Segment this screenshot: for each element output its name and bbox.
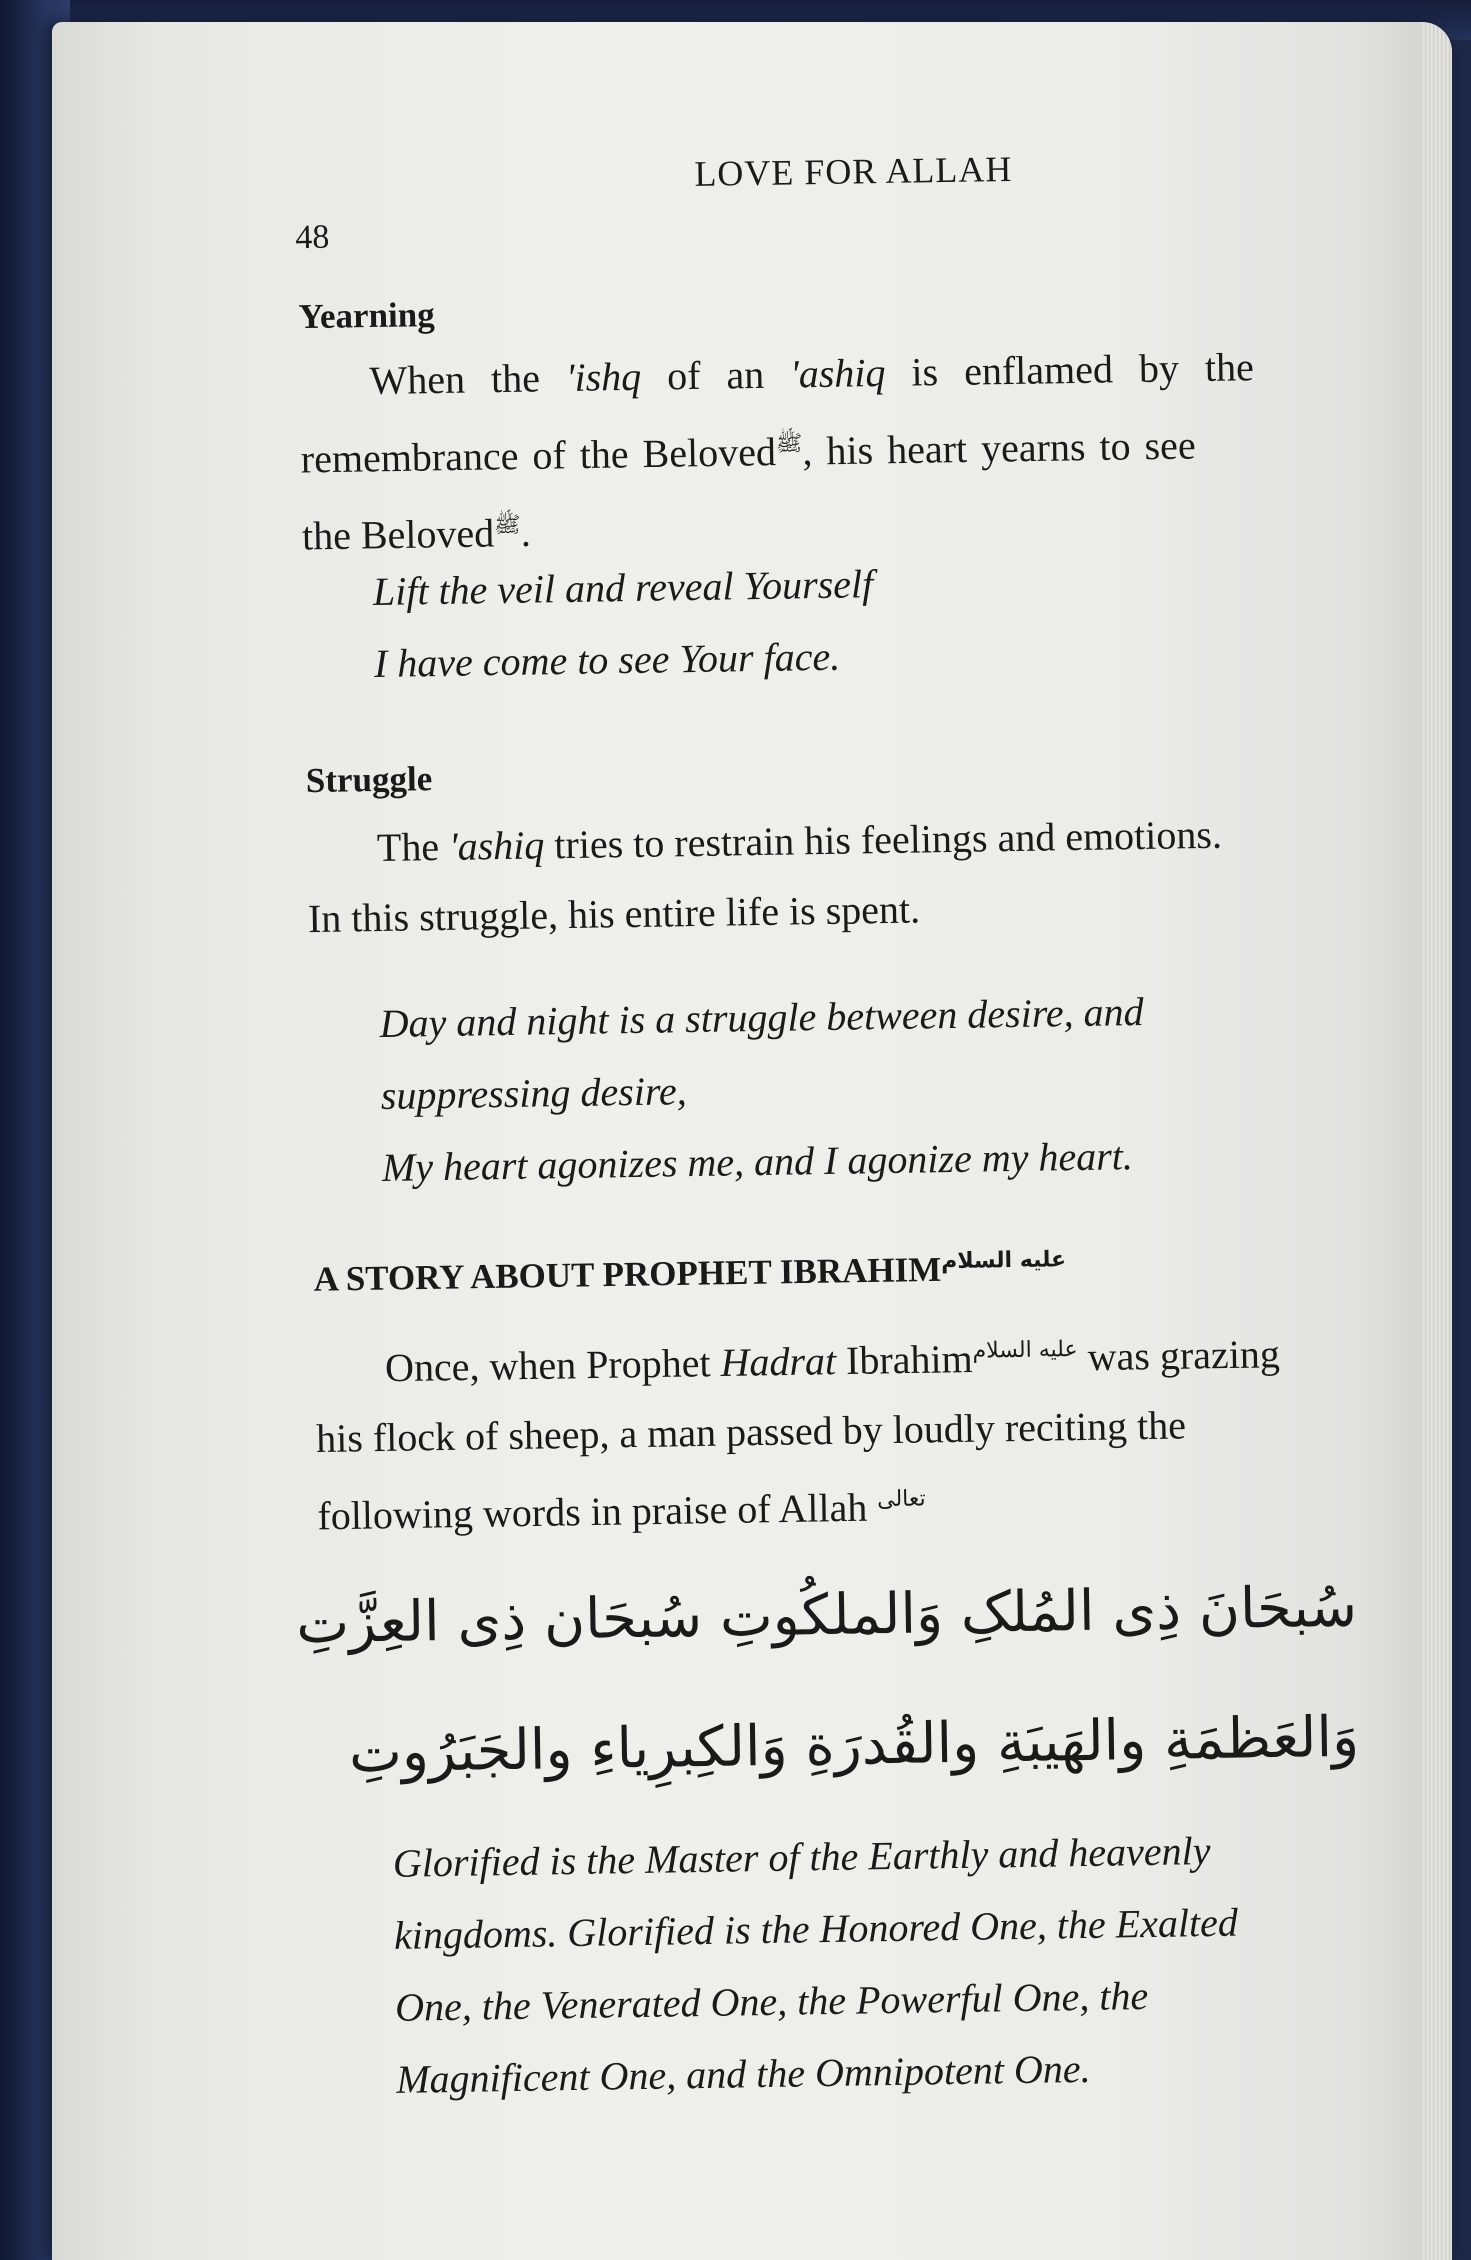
paragraph-line: following words in praise of Allah $^{تعالى}$: [317, 1484, 926, 1539]
translation-line: One, the Venerated One, the Powerful One, the: [394, 1973, 1149, 2030]
translation-recitation: [392, 1815, 1240, 2116]
honorific-saw: ﷺ: [493, 513, 521, 539]
paragraph-struggle: [306, 796, 1452, 954]
poem-line: My heart agonizes me, and I agonize my heart.: [381, 1133, 1134, 1190]
paragraph-line: When the 'ishq of an 'ashiq is enflamed by the: [369, 344, 1255, 404]
running-title: LOVE FOR ALLAH: [694, 148, 1013, 194]
arabic-line: وَالعَظمَةِ والهَیبَةِ والقُدرَةِ وَالکِبرِیاءِ والجَبَرُوتِ: [348, 1704, 1360, 1786]
paragraph-line: remembrance of the Beloved$^ﷺ$, his heart yearns to see: [300, 422, 1196, 482]
book-page: [52, 22, 1452, 2260]
paragraph-line: his flock of sheep, a man passed by loudly reciting the: [315, 1402, 1187, 1462]
poem-yearning: [372, 548, 875, 700]
poem-line: Lift the veil and reveal Yourself: [372, 561, 874, 615]
paragraph-line: Once, when Prophet Hadrat Ibrahim$^{عليه السلام}$ was grazing: [384, 1331, 1281, 1391]
translation-line: Glorified is the Master of the Earthly and heavenly: [392, 1828, 1211, 1886]
paragraph-story: [314, 1309, 1452, 1552]
arabic-line: سُبحَانَ ذِی المُلکِ وَالملکُوتِ سُبحَان ذِی العِزَّتِ: [295, 1574, 1358, 1657]
page-number: 48: [295, 218, 330, 257]
paragraph-line: the Beloved$^ﷺ$.: [301, 510, 532, 559]
translation-line: Magnificent One, and the Omnipotent One.: [395, 2045, 1091, 2102]
honorific-taala: تعالى: [876, 1486, 926, 1513]
heading-struggle: Struggle: [305, 759, 433, 801]
heading-story: A STORY ABOUT PROPHET $IBRAHIM^{عليه السلام}$: [313, 1247, 1067, 1299]
poem-line: suppressing desire,: [380, 1068, 688, 1118]
honorific-as: عليه السلام: [940, 1247, 1067, 1275]
poem-line: I have come to see Your face.: [373, 633, 841, 687]
paragraph-line: The 'ashiq tries to restrain his feelings and emotions.: [376, 811, 1223, 870]
translation-line: kingdoms. Glorified is the Honored One, the Exalted: [393, 1899, 1239, 1958]
poem-struggle: [379, 976, 1146, 1204]
honorific-saw: ﷺ: [775, 431, 803, 457]
arabic-recitation: [295, 1543, 1360, 1818]
page-content: [52, 22, 1452, 2260]
honorific-as: عليه السلام: [972, 1337, 1078, 1364]
heading-yearning: Yearning: [298, 295, 435, 337]
paragraph-yearning: [299, 329, 1452, 572]
paragraph-line: In this struggle, his entire life is spent.: [307, 886, 921, 942]
poem-line: Day and night is a struggle between desire, and: [379, 988, 1144, 1046]
